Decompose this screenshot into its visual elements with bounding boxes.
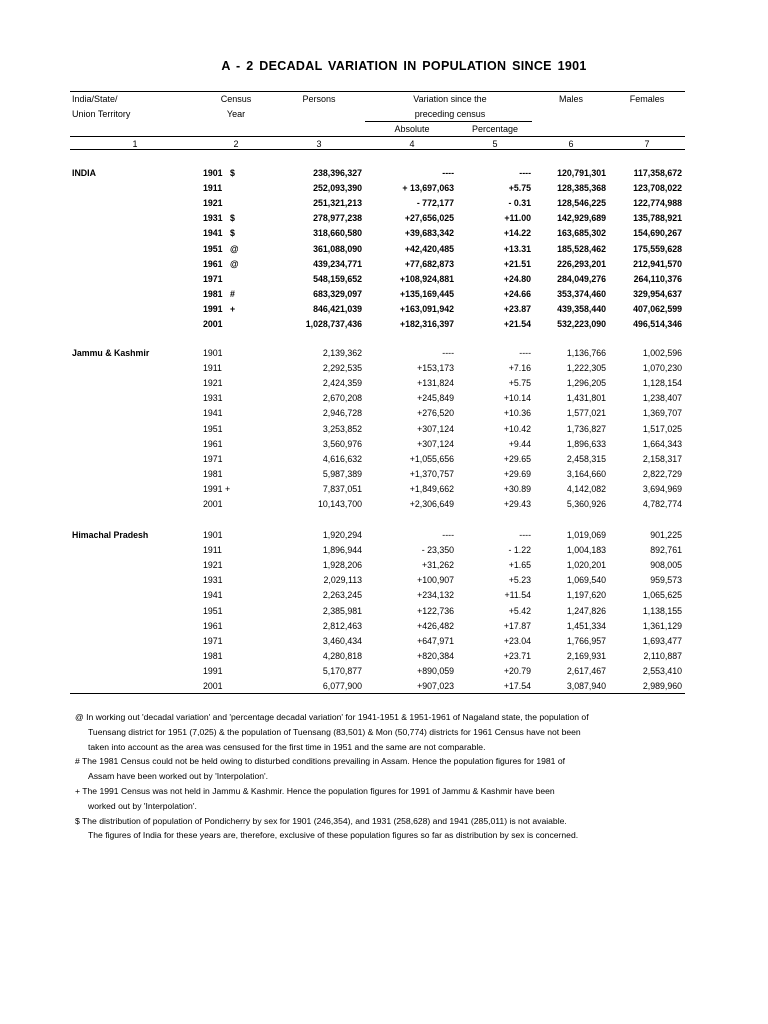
header-males: Males [558,94,583,104]
table-row [0,621,768,636]
percentage-variation: ---- [519,348,531,358]
persons-value: 252,093,390 [313,183,362,194]
absolute-variation: +108,924,881 [399,273,454,284]
absolute-variation: +135,169,445 [399,288,454,299]
census-year: 1941 [203,590,223,601]
absolute-variation: +100,907 [417,575,454,586]
persons-value: 7,837,051 [322,483,362,494]
header-females: Females [629,94,665,104]
males-value: 163,685,302 [557,228,606,239]
females-value: 135,788,921 [633,213,682,224]
header-variation-1: Variation since the [413,94,487,104]
census-year: 1901 [203,348,223,358]
percentage-variation: +7.16 [508,363,531,374]
header-absolute: Absolute [394,124,430,134]
females-value: 3,694,969 [642,483,682,494]
footnote-line: The figures of India for these years are, therefore, exclusive of these population figures so far as distribution by sex is concerned. [88,830,579,841]
females-value: 329,954,637 [633,288,682,299]
table-row [0,213,768,228]
females-value: 264,110,376 [633,273,682,284]
year-footnote-mark: # [230,288,235,299]
absolute-variation: - 772,177 [416,198,454,209]
census-year: 1981 [203,468,223,479]
table-row [0,499,768,514]
males-value: 5,360,926 [566,499,606,509]
percentage-variation: +11.00 [504,213,531,224]
census-year: 1941 [203,228,223,239]
header-variation-2: preceding census [414,109,486,119]
census-year: 1941 [203,408,223,419]
females-value: 117,358,672 [633,168,682,178]
females-value: 1,361,129 [642,620,682,631]
females-value: 1,070,230 [642,363,682,374]
census-year: 1971 [203,273,223,284]
persons-value: 5,987,389 [322,468,362,479]
absolute-variation: +1,849,662 [409,483,454,494]
census-year: 1921 [203,198,223,209]
table-row [0,454,768,469]
males-value: 128,546,225 [557,198,606,209]
footnote-line: taken into account as the area was censused for the first time in 1951 and the same are not comparable. [88,741,486,752]
table-row [0,198,768,213]
persons-value: 361,088,090 [313,243,362,254]
females-value: 175,559,628 [633,243,682,254]
persons-value: 2,946,728 [322,408,362,419]
persons-value: 2,385,981 [322,605,362,616]
persons-value: 6,077,900 [322,681,362,691]
header-persons: Persons [302,94,336,104]
persons-value: 2,263,245 [322,590,362,601]
persons-value: 5,170,877 [322,665,362,676]
column-number: 6 [568,139,574,149]
header-census-2: Year [226,109,246,119]
persons-value: 2,424,359 [322,378,362,389]
percentage-variation: +29.43 [503,499,531,509]
persons-value: 4,280,818 [322,650,362,661]
males-value: 284,049,276 [557,273,606,284]
table-row [0,274,768,289]
females-value: 901,225 [650,530,682,540]
females-value: 1,002,596 [642,348,682,358]
census-year: 1911 [203,545,222,556]
percentage-variation: +10.36 [503,408,531,419]
absolute-variation: ---- [442,530,454,540]
persons-value: 10,143,700 [317,499,362,509]
males-value: 1,736,827 [566,423,606,434]
absolute-variation: - 23,350 [421,545,454,556]
females-value: 2,553,410 [642,665,682,676]
females-value: 1,138,155 [642,605,682,616]
males-value: 142,929,689 [557,213,606,224]
males-value: 1,247,826 [566,605,606,616]
absolute-variation: +820,384 [417,650,454,661]
footnote [75,784,635,814]
percentage-variation: +23.87 [503,303,531,314]
footnote-line: # The 1981 Census could not be held owing to disturbed conditions prevailing in Assam. Hence the population figures for 1981 of [75,756,566,767]
header-territory-1: India/State/ [72,94,118,104]
table-row [0,560,768,575]
males-value: 1,296,205 [566,378,606,389]
persons-value: 2,139,362 [322,348,362,358]
females-value: 1,369,707 [642,408,682,419]
females-value: 2,822,729 [642,468,682,479]
absolute-variation: +27,656,025 [404,213,454,224]
footnote-line: Assam have been worked out by 'Interpolation'. [88,771,269,782]
percentage-variation: +21.54 [503,319,531,329]
table-row [0,183,768,198]
absolute-variation: +39,683,342 [404,228,454,239]
percentage-variation: +29.69 [503,468,531,479]
females-value: 1,693,477 [642,635,682,646]
absolute-variation: +122,736 [417,605,454,616]
footnote-line: @ In working out 'decadal variation' and 'percentage decadal variation' for 1941-1951 & 1951-1961 of Nagaland state, the population of [75,712,589,722]
percentage-variation: +23.71 [503,650,531,661]
persons-value: 2,292,535 [322,363,362,374]
persons-value: 318,660,580 [313,228,362,239]
males-value: 3,164,660 [566,468,606,479]
census-year: 1901 [203,530,223,540]
footnote [75,710,635,754]
census-year: 1951 [203,605,223,616]
absolute-variation: +1,370,757 [409,468,454,479]
year-footnote-mark: $ [230,228,235,239]
percentage-variation: +14.22 [503,228,531,239]
percentage-variation: +10.14 [503,393,531,404]
persons-value: 251,321,213 [313,198,362,209]
census-year: 1971 [203,453,223,464]
persons-value: 238,396,327 [313,168,362,178]
males-value: 1,766,957 [566,635,606,646]
absolute-variation: +131,824 [417,378,454,389]
table-row [0,393,768,408]
year-footnote-mark: $ [230,213,235,224]
persons-value: 3,560,976 [322,438,362,449]
table-row [0,681,768,696]
percentage-variation: +29.65 [503,453,531,464]
header-census-1: Census [220,94,252,104]
column-number: 1 [132,139,138,149]
year-footnote-mark: $ [230,168,235,178]
census-year: 1921 [203,378,223,389]
percentage-variation: +23.04 [503,635,531,646]
males-value: 1,896,633 [566,438,606,449]
females-value: 154,690,267 [633,228,682,239]
persons-value: 1,920,294 [322,530,362,540]
males-value: 1,136,766 [566,348,606,358]
table-row [0,439,768,454]
table-row [0,319,768,334]
males-value: 226,293,201 [557,258,606,269]
census-year: 1961 [203,438,223,449]
census-year: 1931 [203,393,223,404]
percentage-variation: - 0.31 [508,198,531,209]
absolute-variation: +31,262 [421,560,454,571]
persons-value: 846,421,039 [313,303,362,314]
absolute-variation: ---- [442,348,454,358]
males-value: 1,577,021 [566,408,606,419]
territory-name: INDIA [72,168,96,178]
absolute-variation: ---- [442,168,454,178]
persons-value: 2,670,208 [322,393,362,404]
males-value: 2,458,315 [566,453,606,464]
table-row [0,575,768,590]
absolute-variation: +307,124 [417,438,454,449]
absolute-variation: +163,091,942 [399,303,454,314]
males-value: 1,451,334 [566,620,606,631]
percentage-variation: +5.75 [508,183,531,194]
females-value: 2,989,960 [642,681,682,691]
females-value: 1,128,154 [642,378,682,389]
table-row [0,168,768,183]
table-row [0,408,768,423]
absolute-variation: +153,173 [417,363,454,374]
persons-value: 2,029,113 [323,575,362,586]
percentage-variation: ---- [519,168,531,178]
males-value: 1,004,183 [566,545,606,556]
persons-value: 278,977,238 [313,213,362,224]
males-value: 1,431,801 [566,393,606,404]
census-year: 1981 [203,650,223,661]
table-row [0,244,768,259]
census-year: 2001 [203,319,223,329]
females-value: 1,065,625 [642,590,682,601]
census-year: 1991 [203,303,223,314]
persons-value: 683,329,097 [313,288,362,299]
males-value: 439,358,440 [557,303,606,314]
absolute-variation: +276,520 [417,408,454,419]
percentage-variation: +17.54 [503,681,531,691]
percentage-variation: +5.23 [508,575,531,586]
males-value: 2,169,931 [566,650,606,661]
column-number: 4 [409,139,415,149]
absolute-variation: +42,420,485 [404,243,454,254]
territory-name: Jammu & Kashmir [72,348,150,358]
absolute-variation: +2,306,649 [409,499,454,509]
census-year: 1921 [203,560,223,571]
census-year: 1991 [203,665,223,676]
census-year: 2001 [203,499,223,509]
table-row [0,259,768,274]
percentage-variation: +30.89 [503,483,531,494]
absolute-variation: +647,971 [417,635,454,646]
percentage-variation: ---- [519,530,531,540]
females-value: 212,941,570 [633,258,682,269]
table-row [0,228,768,243]
census-year: 1931 [203,575,223,586]
persons-value: 548,159,652 [313,273,362,284]
percentage-variation: +5.42 [508,605,531,616]
percentage-variation: +11.54 [504,590,531,601]
females-value: 4,782,774 [642,499,682,509]
males-value: 1,197,620 [566,590,606,601]
females-value: 2,110,887 [643,650,682,661]
females-value: 122,774,988 [633,198,682,209]
census-year: 1981 [203,288,223,299]
percentage-variation: +21.51 [503,258,531,269]
table-row [0,378,768,393]
table-row [0,606,768,621]
males-value: 532,223,090 [557,319,606,329]
absolute-variation: +426,482 [417,620,454,631]
percentage-variation: +10.42 [503,423,531,434]
absolute-variation: +234,132 [417,590,454,601]
absolute-variation: +182,316,397 [399,319,454,329]
census-year: 1961 [203,258,223,269]
persons-value: 1,928,206 [322,560,362,571]
table-row [0,651,768,666]
census-year: 1911 [203,363,222,374]
males-value: 1,222,305 [566,363,606,374]
footnote-line: Tuensang district for 1951 (7,025) & the population of Tuensang (83,501) & Mon (50,774) districts for 1961 Census have not been [88,726,581,737]
females-value: 123,708,022 [633,183,682,194]
table-row [0,590,768,605]
table-row [0,666,768,681]
absolute-variation: +1,055,656 [409,453,454,464]
persons-value: 439,234,771 [313,258,362,269]
census-year: 1951 [203,243,223,254]
males-value: 1,019,069 [566,530,606,540]
percentage-variation: +24.66 [503,288,531,299]
females-value: 908,005 [650,560,682,571]
footnote [75,754,635,784]
column-number: 2 [233,139,239,149]
footnotes [75,710,635,843]
table-row [0,424,768,439]
table-row [0,304,768,319]
column-number: 3 [316,139,322,149]
males-value: 2,617,467 [566,665,606,676]
footnote-line: worked out by 'Interpolation'. [88,800,197,811]
males-value: 185,528,462 [557,243,606,254]
absolute-variation: + 13,697,063 [402,183,454,194]
footnote-line: $ The distribution of population of Pondicherry by sex for 1901 (246,354), and 1931 (258,628) and 1941 (285,011) is not avaiable. [75,815,567,826]
females-value: 1,664,343 [642,438,682,449]
females-value: 892,761 [650,545,682,556]
persons-value: 3,460,434 [322,635,362,646]
females-value: 496,514,346 [633,319,682,329]
census-year: 1901 [203,168,223,178]
persons-value: 1,028,737,436 [305,319,362,329]
absolute-variation: +890,059 [417,665,454,676]
females-value: 1,238,407 [642,393,682,404]
territory-name: Himachal Pradesh [72,530,149,540]
footnote [75,814,635,844]
percentage-variation: - 1.22 [508,545,531,556]
table-row [0,348,768,363]
percentage-variation: +9.44 [508,438,531,449]
table-row [0,363,768,378]
header-percentage: Percentage [471,124,519,134]
header-territory-2: Union Territory [72,109,131,119]
table-row [0,484,768,499]
footnote-line: + The 1991 Census was not held in Jammu & Kashmir. Hence the population figures for 1991 of Jammu & Kashmir have been [75,785,555,796]
percentage-variation: +20.79 [503,665,531,676]
males-value: 128,385,368 [557,183,606,194]
persons-value: 3,253,852 [322,423,362,434]
table-row [0,545,768,560]
absolute-variation: +245,849 [417,393,454,404]
year-footnote-mark: + [230,303,236,314]
males-value: 120,791,301 [557,168,606,178]
percentage-variation: +13.31 [503,243,531,254]
males-value: 4,142,082 [566,483,606,494]
table-row [0,289,768,304]
percentage-variation: +5.75 [508,378,531,389]
females-value: 407,062,599 [633,303,682,314]
page-title: A - 2 DECADAL VARIATION IN POPULATION SINCE 1901 [221,59,587,73]
absolute-variation: +77,682,873 [404,258,454,269]
census-year: 2001 [203,681,223,691]
males-value: 1,069,540 [566,575,606,586]
absolute-variation: +307,124 [417,423,454,434]
table-row [0,530,768,545]
percentage-variation: +1.65 [508,560,531,571]
census-year: 1951 [203,423,223,434]
table-row [0,636,768,651]
census-year: 1931 [203,213,223,224]
year-footnote-mark: @ [230,258,239,269]
persons-value: 2,812,463 [322,620,362,631]
year-footnote-mark: @ [230,243,239,254]
males-value: 3,087,940 [566,681,606,691]
table-row [0,469,768,484]
females-value: 959,573 [650,575,682,586]
census-year: 1991 + [203,483,231,494]
persons-value: 4,616,632 [322,453,362,464]
percentage-variation: +17.87 [503,620,531,631]
census-year: 1911 [203,183,223,194]
census-year: 1971 [203,635,223,646]
absolute-variation: +907,023 [417,681,454,691]
females-value: 1,517,025 [642,423,682,434]
census-year: 1961 [203,620,223,631]
males-value: 1,020,201 [566,560,606,571]
column-number: 5 [492,139,498,149]
males-value: 353,374,460 [557,288,606,299]
females-value: 2,158,317 [642,453,682,464]
persons-value: 1,896,944 [322,545,362,556]
percentage-variation: +24.80 [503,273,531,284]
column-number: 7 [644,139,650,149]
